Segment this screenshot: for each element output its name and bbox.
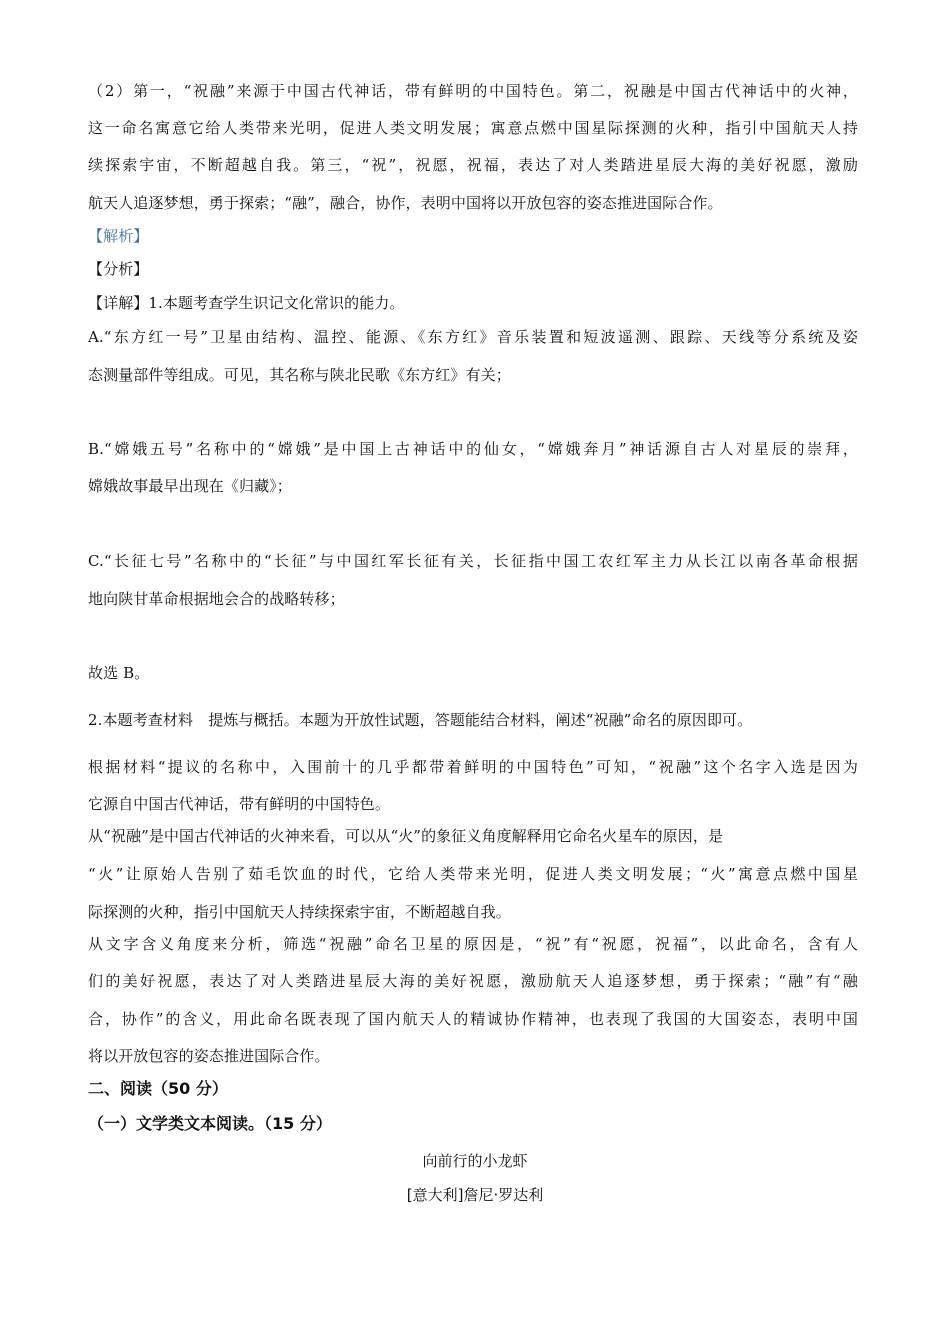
option-c-line-2: 地向陕甘革命根据地会合的战略转移； <box>88 590 345 608</box>
section-2-1-heading: （一）文学类文本阅读。（15 分） <box>88 1114 332 1133</box>
option-b-line-2: 嫦娥故事最早出现在《归藏》； <box>88 477 292 495</box>
question-2-intro: 2.本题考查材料 提炼与概括。本题为开放性试题，答题能结合材料，阐述“祝融”命名的原因即可。 <box>88 711 753 729</box>
paragraph-1-line-1: 根据材料“提议的名称中，入围前十的几乎都带着鲜明的中国特色”可知，“祝融”这个名字入选是因为 <box>88 758 858 776</box>
paragraph-1-line-2: 它源自中国古代神话，带有鲜明的中国特色。 <box>88 795 391 813</box>
paragraph-2-line-2: “火”让原始人告别了茹毛饮血的时代，它给人类带来光明，促进人类文明发展；“火”寓意点燃中国星 <box>88 865 858 883</box>
option-b-line-1: B.“嫦娥五号”名称中的“嫦娥”是中国上古神话中的仙女，“嫦娥奔月”神话源自古人对星辰的崇拜， <box>88 440 858 458</box>
fenxi-label: 【分析】 <box>88 260 149 278</box>
answer-choice: 故选 B。 <box>88 664 150 682</box>
story-author: [意大利]詹尼·罗达利 <box>406 1186 544 1204</box>
option-a-line-2: 态测量部件等组成。可见，其名称与陕北民歌《东方红》有关； <box>88 366 511 384</box>
answer-2-line-2: 这一命名寓意它给人类带来光明，促进人类文明发展；寓意点燃中国星际探测的火种，指引中国航天人持 <box>88 119 858 137</box>
section-2-heading: 二、阅读（50 分） <box>88 1079 228 1098</box>
paragraph-2-line-3: 际探测的火种，指引中国航天人持续探索宇宙，不断超越自我。 <box>88 903 511 921</box>
analysis-label: 【解析】 <box>88 227 149 245</box>
detail-label: 【详解】1.本题考查学生识记文化常识的能力。 <box>88 294 405 312</box>
paragraph-2-line-1: 从“祝融”是中国古代神话的火神来看，可以从“火”的象征义角度解释用它命名火星车的原因，是 <box>88 827 724 845</box>
answer-2-line-1: （2）第一，“祝融”来源于中国古代神话，带有鲜明的中国特色。第二，祝融是中国古代神话中的火神， <box>88 82 858 100</box>
paragraph-3-line-4: 将以开放包容的姿态推进国际合作。 <box>88 1047 330 1065</box>
story-title: 向前行的小龙虾 <box>422 1152 528 1170</box>
answer-2-line-3: 续探索宇宙，不断超越自我。第三，“祝”，祝愿，祝福，表达了对人类踏进星辰大海的美好祝愿，激励 <box>88 156 858 174</box>
option-c-line-1: C.“长征七号”名称中的“长征”与中国红军长征有关，长征指中国工农红军主力从长江以南各革命根据 <box>88 552 858 570</box>
paragraph-3-line-1: 从文字含义角度来分析，筛选“祝融”命名卫星的原因是，“祝”有“祝愿，祝福”，以此命名，含有人 <box>88 935 858 953</box>
option-a-line-1: A.“东方红一号”卫星由结构、温控、能源、《东方红》音乐装置和短波遥测、跟踪、天线等分系统及姿 <box>88 328 858 346</box>
paragraph-3-line-3: 合，协作”的含义，用此命名既表现了国内航天人的精诚协作精神，也表现了我国的大国姿态，表明中国 <box>88 1010 858 1028</box>
answer-2-line-4: 航天人追逐梦想，勇于探索；“融”，融合，协作，表明中国将以开放包容的姿态推进国际合作。 <box>88 194 723 212</box>
paragraph-3-line-2: 们的美好祝愿，表达了对人类踏进星辰大海的美好祝愿，激励航天人追逐梦想，勇于探索；“融”有“融 <box>88 972 858 990</box>
